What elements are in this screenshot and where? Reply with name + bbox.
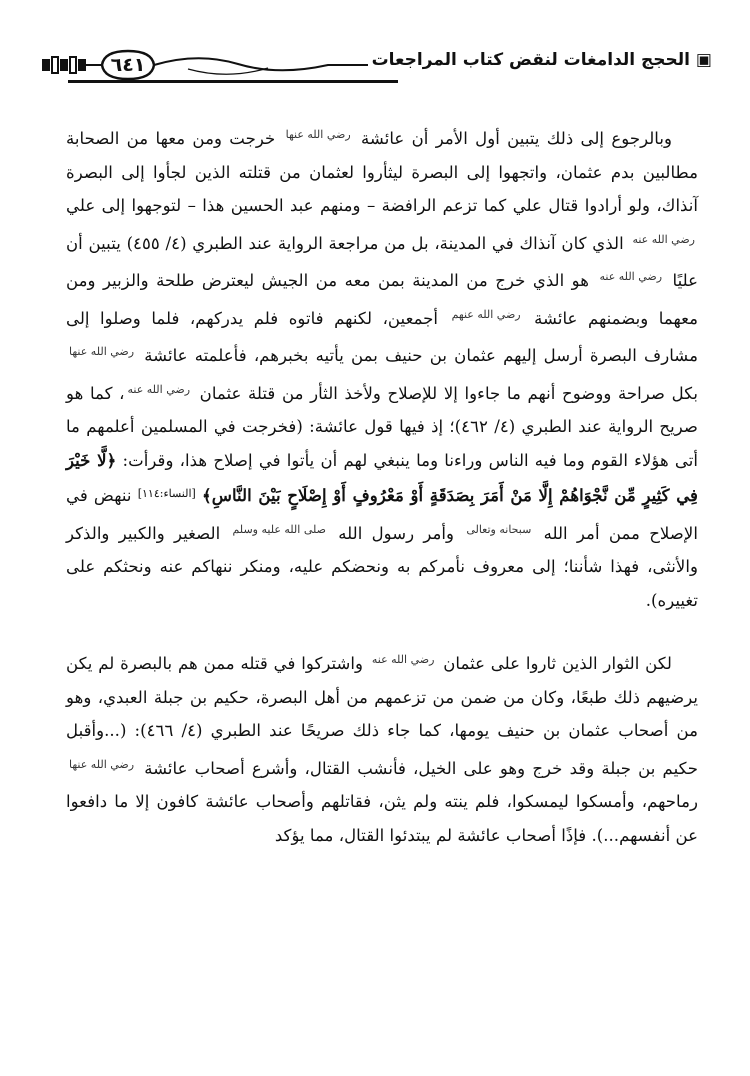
honorific-mark: صلى الله عليه وسلم [232, 522, 326, 536]
book-title: الحجج الدامغات لنقض كتاب المراجعات [371, 50, 691, 70]
text-segment: وأمر رسول الله [338, 523, 455, 543]
quran-verse: ﴿لَّا خَيْرَ فِي كَثِيرٍ مِّن نَّجْوَاهُمْ إِلَّا مَنْ أَمَرَ بِصَدَقَةٍ أَوْ مَعْرُوفٍ أَوْ إِصْلَاحٍ بَيْنَ النَّاسِ﴾ [66, 449, 698, 505]
honorific-mark: رضي الله عنها [69, 345, 135, 358]
right-knot-ornament-icon: ▣ [690, 50, 712, 70]
text-segment: خرجت ومن معها من الصحابة مطالبين بدم عثمان، واتجهوا إلى البصرة ليثأروا لعثمان من قتلته الذين لجأوا إلى البصرة آنذاك، ولو أرادوا قتال علي كما تزعم الرافضة – ومنهم عبد الحسين هذا – لتوجهوا إلى علي [66, 129, 698, 215]
page-title [371, 46, 712, 74]
text-segment: لكن الثوار الذين ثاروا على عثمان [443, 654, 672, 673]
paragraph-2 [66, 643, 698, 852]
honorific-mark: رضي الله عنها [69, 757, 135, 771]
text-segment: الذي كان آنذاك في المدينة، بل من مراجعة الرواية عند الطبري (٤/ ٤٥٥) يتبين أن عليًا [66, 233, 698, 290]
honorific-mark: رضي الله عنها [285, 128, 351, 141]
honorific-mark: رضي الله عنهم [451, 307, 521, 321]
honorific-mark: رضي الله عنه [599, 270, 663, 283]
page-number: ٦٤١ [110, 54, 146, 76]
honorific-mark: رضي الله عنه [127, 382, 191, 396]
paragraph-1 [66, 118, 698, 617]
page-header [38, 42, 712, 88]
honorific-mark: رضي الله عنه [632, 232, 695, 246]
honorific-mark: رضي الله عنه [371, 653, 435, 666]
text-segment: واشتركوا في قتله ممن هم بالبصرة لم يكن يرضيهم ذلك طبعًا، وكان من ضمن من تزعمهم من أهل البصرة، حكيم بن جبلة العبدي، وهو من أصحاب عثمان بن حنيف يومها، كما جاء ذلك صريحًا عند الطبري (٤/ ٤٦٦): (...وأقبل حكيم بن جبلة وقد خرج وهو على الخيل، فأنشب القتال، وأشرع أصحاب عائشة [66, 654, 698, 778]
text-segment: بكل صراحة ووضوح أنهم ما جاءوا إلا للإصلاح ولأخذ الثأر من قتلة عثمان [199, 383, 698, 403]
text-segment: ننهض في الإصلاح ممن أمر الله [66, 486, 698, 543]
text-segment: ، كما هو صريح الرواية عند الطبري (٤/ ٤٦٢)؛ إذ فيها قول عائشة: (فخرجت في المسلمين أعلمهم ما أتى هؤلاء القوم وما فيه الناس وراءنا وما ينبغي لهم أن يأتوا في إصلاح هذا، وقرأت: [66, 383, 698, 470]
text-segment: أجمعين، لكنهم فاتوه فلم يدركهم، فلما وصلوا إلى مشارف البصرة أرسل إليهم عثمان بن حنيف بمن يأتيه بخبرهم، فأعلمته عائشة [66, 308, 699, 365]
quran-reference: [النساء:١١٤] [137, 487, 196, 500]
header-ornament [38, 42, 398, 88]
page-body [66, 118, 698, 852]
text-segment: وبالرجوع إلى ذلك يتبين أول الأمر أن عائشة [361, 129, 672, 148]
honorific-mark: سبحانه وتعالى [466, 522, 532, 536]
text-segment: الصغير والكبير والذكر والأنثى، فهذا شأننا؛ إلى معروف نأمركم به ونحضكم عليه، ومنكر ننهاكم عنه ونحثكم على تغييره). [66, 523, 698, 610]
text-segment: هو الذي خرج من المدينة بمن معه من الجيش ليعترض طلحة والزبير ومن معهما وبضمنهم عائشة [66, 271, 698, 328]
left-knot-ornament-icon [42, 57, 102, 73]
text-segment: رماحهم، وأمسكوا ليمسكوا، فلم ينته ولم يثن، فقاتلهم وأصحاب عائشة كافون إلا ما دافعوا عن أنفسهم...). فإذًا أصحاب عائشة لم يبتدئوا القتال، مما يؤكد [66, 792, 698, 845]
